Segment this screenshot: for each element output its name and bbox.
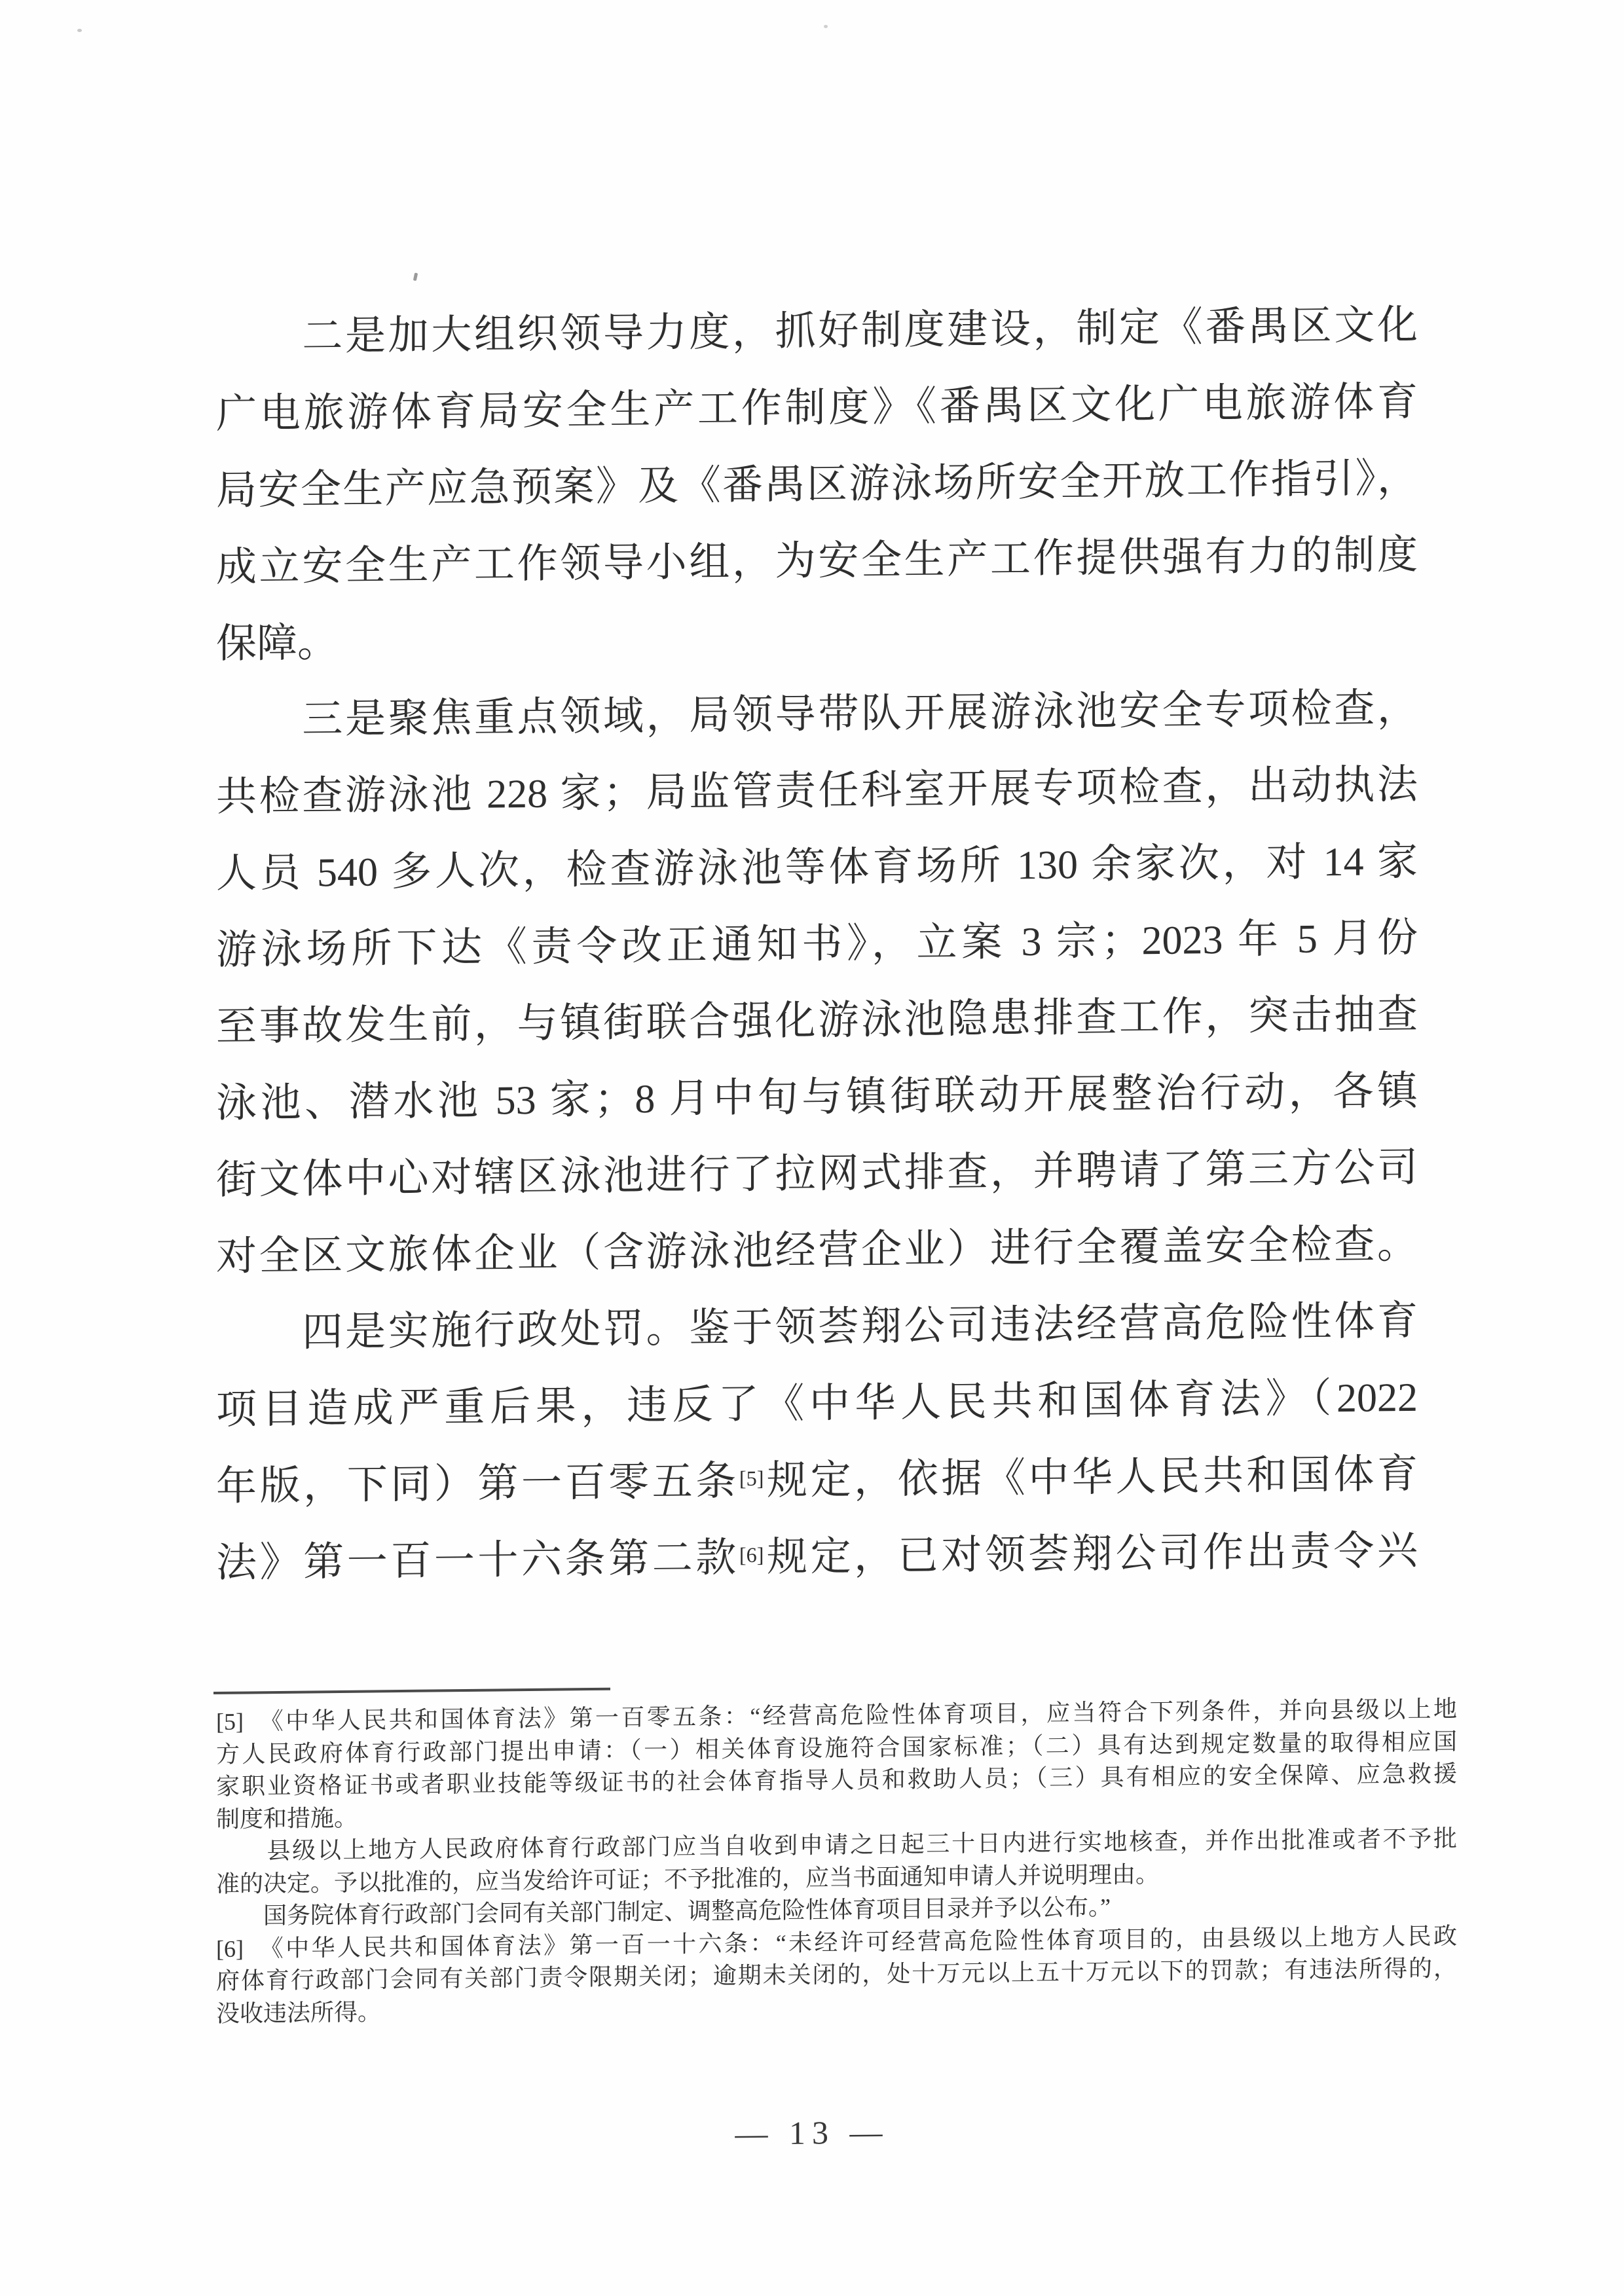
text-line: 泳池、潜水池 53 家；8 月中旬与镇街联动开展整治行动，各镇 <box>216 1068 1418 1126</box>
text-line: 广电旅游体育局安全生产工作制度》《番禺区文化广电旅游体育 <box>216 379 1418 437</box>
text-line: 二是加大组织领导力度，抓好制度建设，制定《番禺区文化 <box>216 302 1418 360</box>
paragraph <box>216 1283 1418 1602</box>
scan-speck <box>413 272 418 281</box>
footnote-separator <box>213 1688 610 1694</box>
text-line: 法》第一百一十六条第二款[6]规定，已对领荟翔公司作出责令兴 <box>216 1528 1418 1586</box>
text-line: 对全区文旅体企业（含游泳池经营企业）进行全覆盖安全检查。 <box>216 1222 1418 1279</box>
paragraph <box>216 670 1418 1296</box>
text-line: 准的决定。予以批准的，应当发给许可证；不予批准的，应当书面通知申请人并说明理由。 <box>216 1861 1160 1897</box>
text-line: 没收违法所得。 <box>216 1998 382 2027</box>
text-line: 制度和措施。 <box>216 1804 358 1832</box>
text-line: 方人民政府体育行政部门提出申请：（一）相关体育设施符合国家标准；（二）具有达到规定数量的取得相应国 <box>216 1728 1457 1768</box>
text-line: 游泳场所下达《责令改正通知书》，立案 3 宗；2023 年 5 月份 <box>216 915 1418 973</box>
text-line: 共检查游泳池 228 家；局监管责任科室开展专项检查，出动执法 <box>216 762 1418 820</box>
text-line: 街文体中心对辖区泳池进行了拉网式排查，并聘请了第三方公司 <box>216 1145 1418 1203</box>
body-text <box>216 287 1418 1602</box>
text-line: 家职业资格证书或者职业技能等级证书的社会体育指导人员和救助人员；（三）具有相应的安全保障、应急救援 <box>216 1760 1457 1800</box>
text-line: 项目造成严重后果，违反了《中华人民共和国体育法》（2022 <box>216 1375 1418 1432</box>
footnote-ref: [6] <box>739 1542 764 1567</box>
text-line: 年版，下同）第一百零五条[5]规定，依据《中华人民共和国体育 <box>216 1451 1418 1509</box>
text-line: [5] 《中华人民共和国体育法》第一百零五条：“经营高危险性体育项目，应当符合下列条件，并向县级以上地 <box>216 1696 1457 1735</box>
text-line: [6] 《中华人民共和国体育法》第一百一十六条：“未经许可经营高危险性体育项目的，由县级以上地方人民政 <box>216 1922 1457 1962</box>
text-line: 四是实施行政处罚。鉴于领荟翔公司违法经营高危险性体育 <box>216 1298 1418 1356</box>
text-line: 至事故发生前，与镇街联合强化游泳池隐患排查工作，突击抽查 <box>216 992 1418 1049</box>
text-line: 县级以上地方人民政府体育行政部门应当自收到申请之日起三十日内进行实地核查，并作出批准或者不予批 <box>216 1825 1457 1865</box>
text-line: 成立安全生产工作领导小组，为安全生产工作提供强有力的制度 <box>216 532 1418 590</box>
paragraph <box>216 287 1418 683</box>
text-line: 府体育行政部门会同有关部门责令限期关闭；逾期未关闭的，处十万元以上五十万元以下的罚款；有违法所得的， <box>216 1955 1457 1994</box>
page-number: — 13 — <box>735 2113 889 2152</box>
footnote-ref: [5] <box>739 1466 764 1491</box>
text-line: 国务院体育行政部门会同有关部门制定、调整高危险性体育项目目录并予以公布。” <box>216 1893 1111 1929</box>
text-line: 局安全生产应急预案》及《番禺区游泳场所安全开放工作指引》， <box>216 456 1418 513</box>
text-line: 三是聚焦重点领域，局领导带队开展游泳池安全专项检查， <box>216 685 1418 743</box>
paragraph <box>216 1693 1457 1836</box>
text-line: 保障。 <box>216 621 339 666</box>
paragraph <box>216 1920 1457 2030</box>
footnotes <box>216 1693 1457 2030</box>
text-line: 人员 540 多人次，检查游泳池等体育场所 130 余家次，对 14 家 <box>216 839 1418 896</box>
